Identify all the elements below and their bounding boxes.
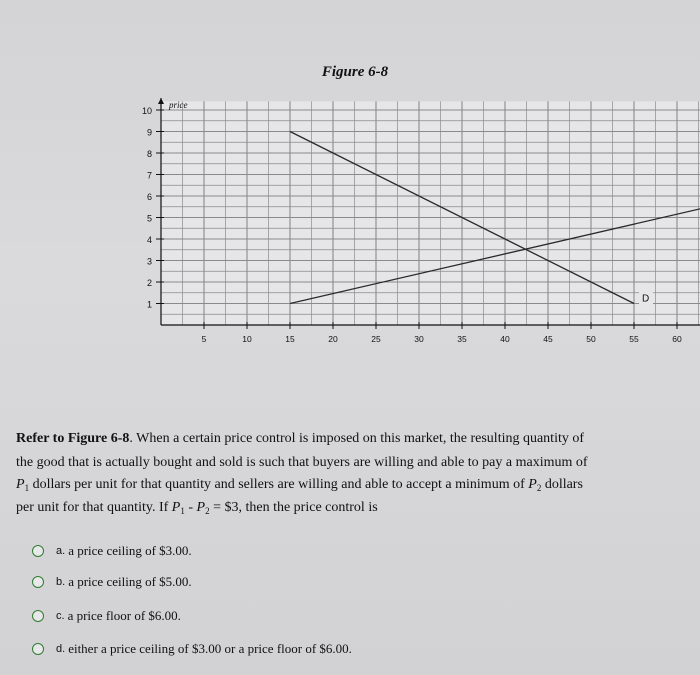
y-tick-label: 9 bbox=[146, 127, 152, 138]
radio-button-a[interactable] bbox=[32, 545, 44, 557]
y-tick-label: 6 bbox=[146, 192, 152, 202]
y-tick-label: 10 bbox=[141, 106, 152, 116]
option-c[interactable]: c. a price floor of $6.00. bbox=[32, 606, 181, 626]
x-tick-label: 45 bbox=[543, 334, 553, 344]
question-line-2: the good that is actually bought and sold is such that buyers are willing and able to pay a maximum of bbox=[16, 455, 588, 470]
x-tick-label: 30 bbox=[414, 334, 424, 344]
figure-reference: Refer to Figure 6-8 bbox=[16, 431, 130, 446]
question-line-1: Refer to Figure 6-8. When a certain price control is imposed on this market, the resulting quantity of bbox=[16, 431, 585, 446]
x-tick-label: 60 bbox=[672, 334, 682, 344]
x-tick-label: 15 bbox=[285, 334, 295, 344]
x-tick-label: 40 bbox=[500, 334, 510, 344]
x-tick-label: 20 bbox=[328, 334, 338, 344]
radio-button-b[interactable] bbox=[32, 576, 44, 588]
radio-button-c[interactable] bbox=[32, 610, 44, 622]
radio-button-d[interactable] bbox=[32, 643, 44, 655]
x-tick-label: 25 bbox=[371, 334, 381, 344]
y-tick-label: 4 bbox=[146, 235, 152, 245]
demand-label: D bbox=[642, 293, 650, 305]
x-tick-label: 50 bbox=[586, 334, 596, 344]
option-b[interactable]: b. a price ceiling of $5.00. bbox=[32, 572, 192, 592]
x-tick-label: 10 bbox=[242, 334, 252, 344]
x-tick-label: 55 bbox=[629, 334, 639, 344]
option-d[interactable]: d. either a price ceiling of $3.00 or a price floor of $6.00. bbox=[32, 639, 352, 659]
x-tick-label: 5 bbox=[201, 334, 207, 344]
y-tick-label: 2 bbox=[146, 278, 152, 288]
y-tick-label: 8 bbox=[146, 149, 152, 159]
y-axis-label: price bbox=[169, 100, 188, 110]
y-axis-arrow bbox=[158, 98, 164, 104]
y-tick-label: 7 bbox=[146, 170, 152, 181]
y-tick-label: 5 bbox=[146, 213, 152, 224]
y-tick-label: 1 bbox=[146, 299, 152, 310]
plot-area bbox=[161, 101, 700, 325]
option-a[interactable]: a. a price ceiling of $3.00. bbox=[32, 541, 192, 561]
x-tick-label: 35 bbox=[457, 334, 467, 344]
y-tick-label: 3 bbox=[146, 256, 152, 267]
figure-title: Figure 6-8 bbox=[321, 64, 389, 80]
question-line-3: $P_1$ dollars per unit for that quantity and sellers are willing and able to accept a minimum of $P_2$ dollars bbox=[16, 477, 583, 493]
question-line-4: per unit for that quantity. If $P_1 - P_2$ = $3, then the price control is bbox=[16, 500, 378, 516]
